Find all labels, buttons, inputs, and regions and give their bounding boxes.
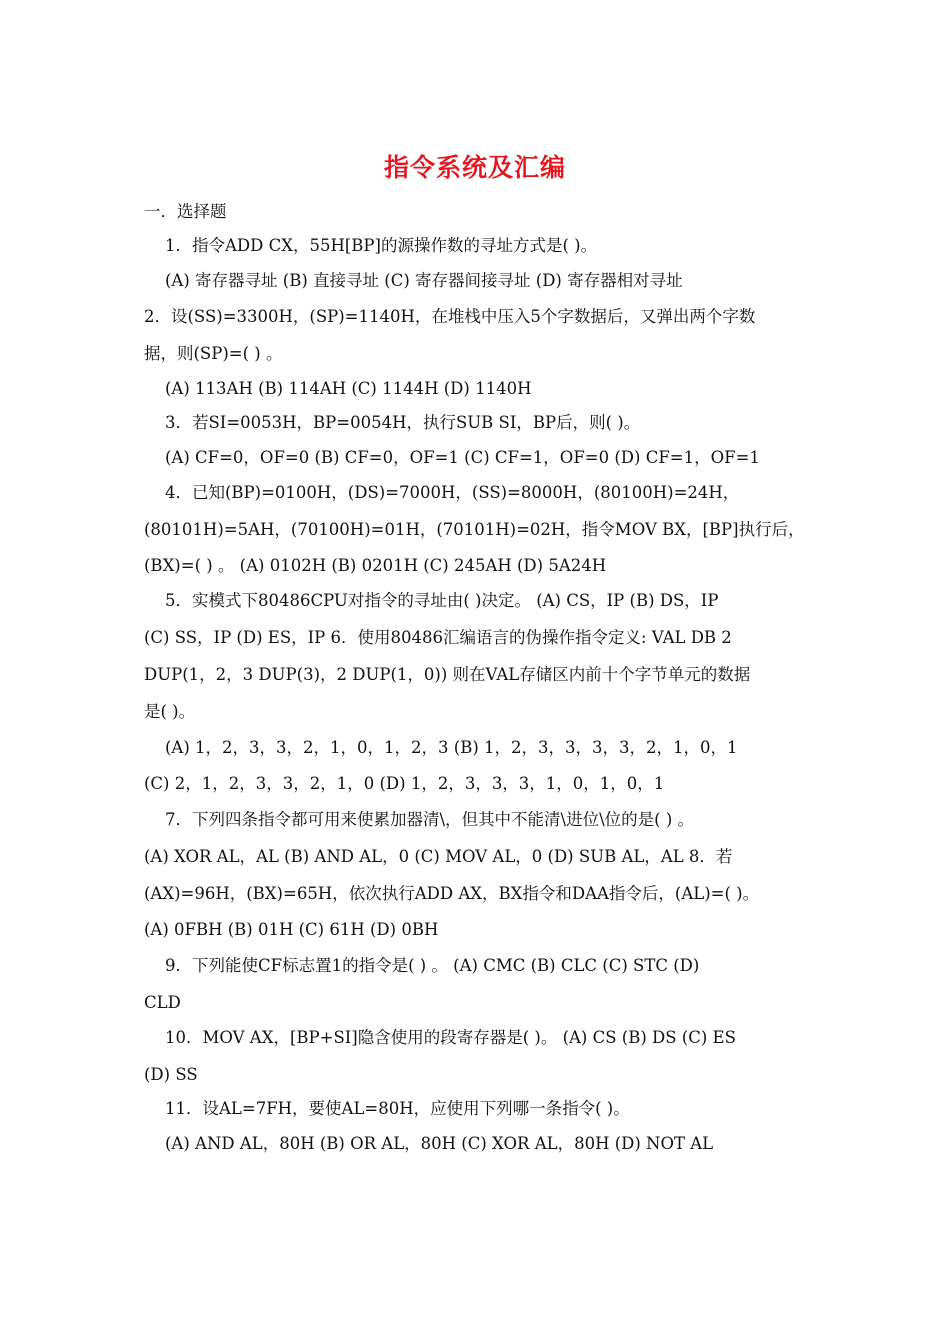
text-line: 是( )。: [144, 702, 196, 721]
text-line: (BX)=( ) 。 (A) 0102H (B) 0201H (C) 245AH (D) 5A24H: [144, 556, 607, 575]
text-line: 据，则(SP)=( ) 。: [144, 344, 283, 363]
text-line: 3．若SI=0053H，BP=0054H，执行SUB SI，BP后，则( )。: [165, 413, 641, 432]
text-line: DUP(1，2，3 DUP(3)，2 DUP(1，0)) 则在VAL存储区内前十个字节单元的数据: [144, 665, 751, 684]
text-line: (A) AND AL，80H (B) OR AL，80H (C) XOR AL，80H (D) NOT AL: [165, 1134, 714, 1153]
text-line: 10．MOV AX，[BP+SI]隐含使用的段寄存器是( )。 (A) CS (B) DS (C) ES: [165, 1028, 736, 1047]
text-line: 4．已知(BP)=0100H，(DS)=7000H，(SS)=8000H，(80100H)=24H，: [165, 483, 740, 502]
text-line: (C) 2，1，2，3，3，2，1，0 (D) 1，2，3，3，3，1，0，1，0，1: [144, 774, 665, 793]
text-line: 7．下列四条指令都可用来使累加器清\，但其中不能清\进位\位的是( ) 。: [165, 810, 695, 829]
section-heading: 一．选择题: [144, 202, 227, 221]
text-line: (AX)=96H，(BX)=65H，依次执行ADD AX，BX指令和DAA指令后，(AL)=( )。: [144, 884, 760, 903]
text-line: 2．设(SS)=3300H，(SP)=1140H，在堆栈中压入5个字数据后，又弹出两个字数: [144, 307, 756, 326]
text-line: (A) 0FBH (B) 01H (C) 61H (D) 0BH: [144, 920, 439, 939]
text-line: (A) XOR AL，AL (B) AND AL，0 (C) MOV AL，0 (D) SUB AL，AL 8．若: [144, 847, 733, 866]
text-line: 1．指令ADD CX，55H[BP]的源操作数的寻址方式是( )。: [165, 236, 598, 255]
text-line: 5．实模式下80486CPU对指令的寻址由( )决定。 (A) CS，IP (B) DS，IP: [165, 591, 719, 610]
page-title: 指令系统及汇编: [383, 153, 566, 182]
text-line: (C) SS，IP (D) ES，IP 6．使用80486汇编语言的伪操作指令定义: VAL DB 2: [144, 628, 732, 647]
text-line: 9．下列能使CF标志置1的指令是( ) 。 (A) CMC (B) CLC (C) STC (D): [165, 956, 700, 975]
text-line: (A) CF=0，OF=0 (B) CF=0，OF=1 (C) CF=1，OF=0 (D) CF=1，OF=1: [165, 448, 760, 467]
text-line: CLD: [144, 993, 181, 1012]
text-line: (A) 1，2，3，3，2，1，0，1，2，3 (B) 1，2，3，3，3，3，2，1，0，1: [165, 738, 738, 757]
text-line: (80101H)=5AH，(70100H)=01H，(70101H)=02H，指令MOV BX，[BP]执行后，: [144, 520, 805, 539]
text-line: (D) SS: [144, 1065, 198, 1084]
text-line: (A) 寄存器寻址 (B) 直接寻址 (C) 寄存器间接寻址 (D) 寄存器相对寻址: [165, 271, 683, 290]
text-line: (A) 113AH (B) 114AH (C) 1144H (D) 1140H: [165, 379, 532, 398]
text-line: 11．设AL=7FH，要使AL=80H，应使用下列哪一条指令( )。: [165, 1099, 630, 1118]
